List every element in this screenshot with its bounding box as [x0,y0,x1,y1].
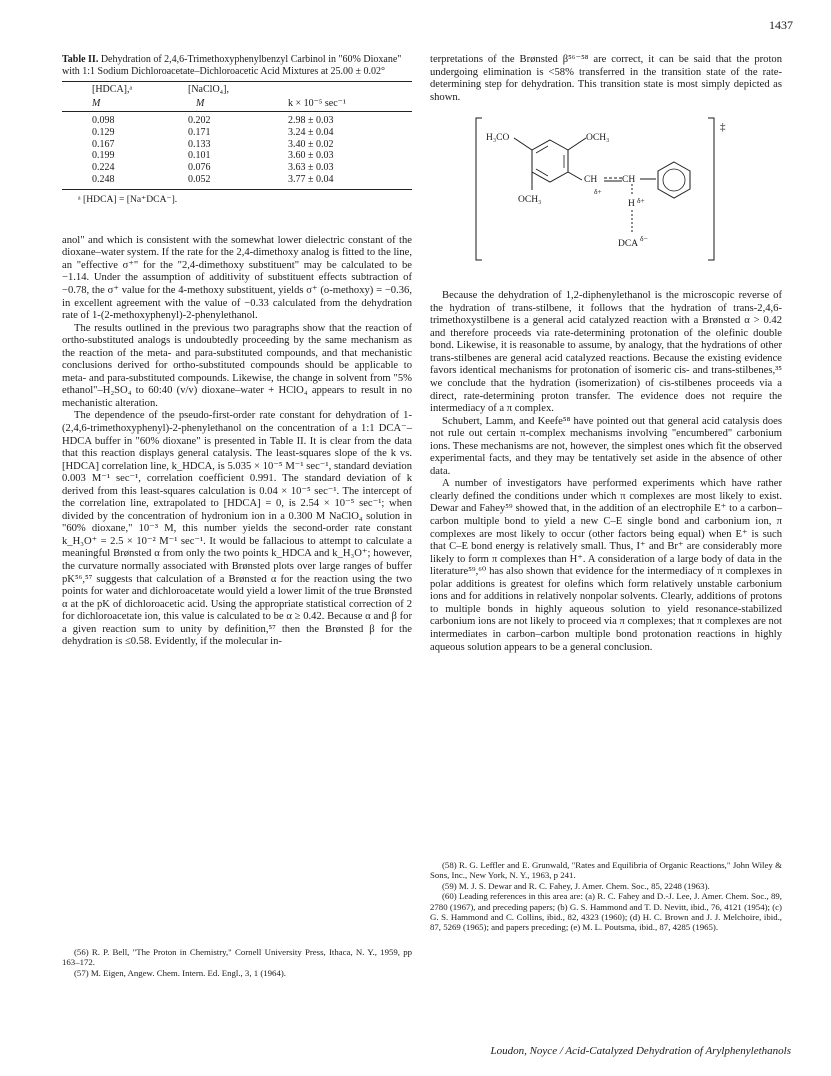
table-unit-hdca: M [62,96,188,112]
body-paragraph: The results outlined in the previous two paragraphs show that the reaction of ortho-substituted analogs is undoubtedly proceeding by the same mechanism as the reaction of the meta- and para-substituted compounds, and that mechanistic conclusions derived for ortho-substituted compounds should be applicable to meta- and para-substituted compounds. Likewise, the change in solvent from "5% ethanol"–H₂SO₄ to 60:40 (v/v) dioxane–water + HClO₄ appears to result in no mechanistic alteration. [62,322,412,409]
table-cell: 2.98 ± 0.03 [288,115,334,126]
body-paragraph: Because the dehydration of 1,2-diphenylethanol is the microscopic reverse of the hydration of trans-stilbene, it follows that the hydration of trans-2,4,6-trimethoxystilbene is a general acid catalyzed reaction with a Brønsted α > 0.42 and therefore proceeds via rate-determining protonation of the olefinic double bond. Likewise, it is reasonable to assume, by analogy, that the hydrations of other trans-stilbenes are general acid catalyzed reactions. Because the existing evidence favors identical mechanisms for protonation of isomeric cis- and trans-stilbenes,³⁵ we conclude that the hydration (isomerization) of cis-stilbenes proceeds via a direct, rate-determining proton transfer. The evidence does not require the intermediacy of a π complex. [430,290,782,415]
table-row [62,150,412,162]
references-right [430,860,782,933]
table-cell: 3.24 ± 0.04 [288,126,334,138]
table-row [62,139,412,151]
table-cell: 0.199 [92,150,115,162]
running-footer: Loudon, Noyce / Acid-Catalyzed Dehydration of Arylphenylethanols [490,1045,791,1057]
left-bracket [476,118,482,260]
body-paragraph: A number of investigators have performed experiments which have rather clearly defined the conditions under which π complexes are most likely to exist. Dewar and Fahey⁵⁹ showed that, in the addition of an electrophile E⁺ to a carbon–carbon multiple bond to yield a new C–E single bond and carbonium ion, π complexes are most likely to occur (other factors being equal) when E⁺ is such that C–E bond energy is relatively small. Thus, I⁺ and Br⁺ are considerably more likely to form π complexes than H⁺. A consideration of a large body of data in the literature⁵⁹,⁶⁰ has also shown that evidence for the intermediacy of π complexes in polar additions is greatest for olefins which form relatively unstable carbonium ions and for additions in relatively nonpolar solvents. Clearly, additions of protons to multiple bonds in highly aqueous solution to yield resonance-stabilized carbonium ions are not likely to proceed via π complexes; that π complexes are not intermediates in carbon–carbon multiple bond protonation reactions in highly aqueous solution appears to be a general conclusion. [430,478,782,653]
table-caption [62,54,412,77]
references-left [62,947,412,978]
table-header-naclo4: [NaClO₄], [188,82,288,97]
table-cell: 0.171 [188,126,211,138]
table-cell: 0.167 [92,138,115,150]
table-header-k [288,82,412,97]
right-column [430,54,782,654]
transition-state-structure [430,110,782,270]
carbon-label: CH [584,175,598,186]
table-cell: 0.076 [188,162,211,174]
table-header-k-label: k × 10⁻⁵ sec⁻¹ [288,96,412,112]
table-header-hdca: [HDCA],ᵃ [62,82,188,97]
dca-label: DCA [618,239,639,250]
table-cell: 3.63 ± 0.03 [288,162,334,174]
right-bracket [708,118,714,260]
table-row [62,162,412,174]
double-dagger-label: ‡ [720,121,726,134]
carbon-label: CH [622,175,636,186]
methoxy-label: H₃CO [486,133,510,144]
page-number: 1437 [769,18,793,32]
reference-item: (60) Leading references in this area are: (a) R. C. Fahey and D.-J. Lee, J. Amer. Chem. Soc., 89, 2780 (1967), and preceding papers; (b) G. S. Hammond and T. D. Nevitt, ibid., 76, 4121 (1954); (c) G. S. Hammond and C. Collins, ibid., 82, 4323 (1960); (d) H. C. Brown and J. J. Melchoire, ibid., 87, 5269 (1965); and papers preceding; (e) M. L. Poutsma, ibid., 87, 4285 (1965). [430,891,782,933]
partial-charge-label: δ− [640,234,648,244]
left-column [62,54,412,649]
table-cell: 0.129 [92,126,115,138]
body-paragraph: Schubert, Lamm, and Keefe⁵⁸ have pointed out that general acid catalysis does not rule out certain π-complex mechanisms involving "encumbered" carbonium ions. These mechanisms are not, however, the simplest ones which fit the observed experimental facts, and they may be tentatively set aside in the absence of other data. [430,415,782,477]
table-cell: 3.60 ± 0.03 [288,150,334,162]
body-paragraph: anol" and which is consistent with the somewhat lower dielectric constant of the dioxane–water system. If the rate for the 2,4-dimethoxy analog is fitted to the line, an "effective σ⁺" for the "2,4-dimethoxy substituent" may be calculated to be −1.14. Under the assumption of additivity of substituent effects subtraction of −0.78, the σ⁺ value for the 4-methoxy substituent, yields σ⁺ (o-methoxy) = −0.36, in excellent agreement with the value of −0.33 calculated from the dehydration rate of 1-(2-methoxyphenyl)-2-phenylethanol. [62,234,412,322]
body-paragraph: The dependence of the pseudo-first-order rate constant for dehydration of 1-(2,4,6-trimethoxyphenyl)-2-phenylethanol on the concentration of a 1:1 DCA⁻–HDCA buffer in "60% dioxane" is presented in Table II. It is clear from the data that this reaction displays general catalysis. The least-squares slope of the k vs. [HDCA] correlation line, k_HDCA, is 5.035 × 10⁻⁵ M⁻¹ sec⁻¹, standard deviation 0.003 M⁻¹ sec⁻¹, correlation coefficient 0.991. The standard deviation of k derived from this least-squares calculation is 0.04 × 10⁻⁵ sec⁻¹. The intercept of the correlation line, extrapolated to [HDCA] = 0, is 2.54 × 10⁻⁵ sec⁻¹; when divided by the concentration of hydronium ion in a 0.300 M NaClO₄ solution in "60% dioxane," 10⁻³ M, this number yields the second-order rate constant k_H₃O⁺ = 2.5 × 10⁻² M⁻¹ sec⁻¹. It would be fallacious to attempt to calculate a meaningful Brønsted α from only the two points k_HDCA and k_H₃O⁺; however, the curvature normally associated with Brønsted plots over large ranges of buffer pK⁵⁶,⁵⁷ suggests that calculation of a Brønsted α for the reaction using the two points for water and dichloroacetate would yield a lower limit of the true Brønsted α at the pK of dichloroacetic acid. Using the appropriate statistical correction of 2 for dichloroacetate ion, this value is calculated to be α ≥ 0.42. Because α and β for a given reaction sum to unity by definition,⁵⁷ then the Brønsted β for the dehydration is ≤0.58. Evidently, if the molecular in- [62,410,412,648]
data-table [62,81,412,190]
table-cell: 0.133 [188,138,211,150]
table-label: Table II. [62,54,99,65]
reference-item: (56) R. P. Bell, "The Proton in Chemistry," Cornell University Press, Ithaca, N. Y., 1959, pp 163–172. [62,947,412,968]
table-cell: 3.77 ± 0.04 [288,174,412,189]
table-cell: 0.101 [188,150,211,162]
body-paragraph: terpretations of the Brønsted β⁵⁶⁻⁵⁸ are correct, it can be said that the proton undergoing elimination is <58% transferred in the transition state of the rate-determining step for dehydration. This transition state is most simply depicted as shown. [430,54,782,103]
table-row [62,127,412,139]
table-unit-naclo4: M [188,96,288,112]
partial-charge-label: δ+ [637,196,645,206]
reference-item: (59) M. J. S. Dewar and R. C. Fahey, J. Amer. Chem. Soc., 85, 2248 (1963). [442,880,710,891]
transition-state-scheme [430,110,782,270]
table-cell: 0.224 [92,162,115,174]
reference-item: (57) M. Eigen, Angew. Chem. Intern. Ed. Engl., 3, 1 (1964). [74,967,286,978]
partial-charge-label: δ+ [594,187,602,197]
hydrogen-label: H [628,199,635,210]
methoxy-label: OCH₃ [586,133,610,144]
table-footnote: ᵃ [HDCA] = [Na⁺DCA⁻]. [78,193,178,205]
table-cell: 0.202 [188,115,211,126]
trimethoxyphenyl-ring [532,140,568,182]
table-cell: 0.098 [92,115,115,126]
table-cell: 3.40 ± 0.02 [288,138,334,150]
table-row [62,112,412,127]
table-cell: 0.052 [188,174,288,189]
methoxy-label: OCH₃ [518,195,542,206]
table-cell: 0.248 [62,174,188,189]
table-row [62,174,412,189]
table-caption-text: Dehydration of 2,4,6-Trimethoxyphenylbenzyl Carbinol in "60% Dioxane" with 1:1 Sodium Dichloroacetate–Dichloroacetic Acid Mixtures at 25.00 ± 0.02° [62,54,402,77]
reference-item: (58) R. G. Leffler and E. Grunwald, "Rates and Equilibria of Organic Reactions," John Wiley & Sons, Inc., New York, N. Y., 1963, p 241. [430,860,782,881]
